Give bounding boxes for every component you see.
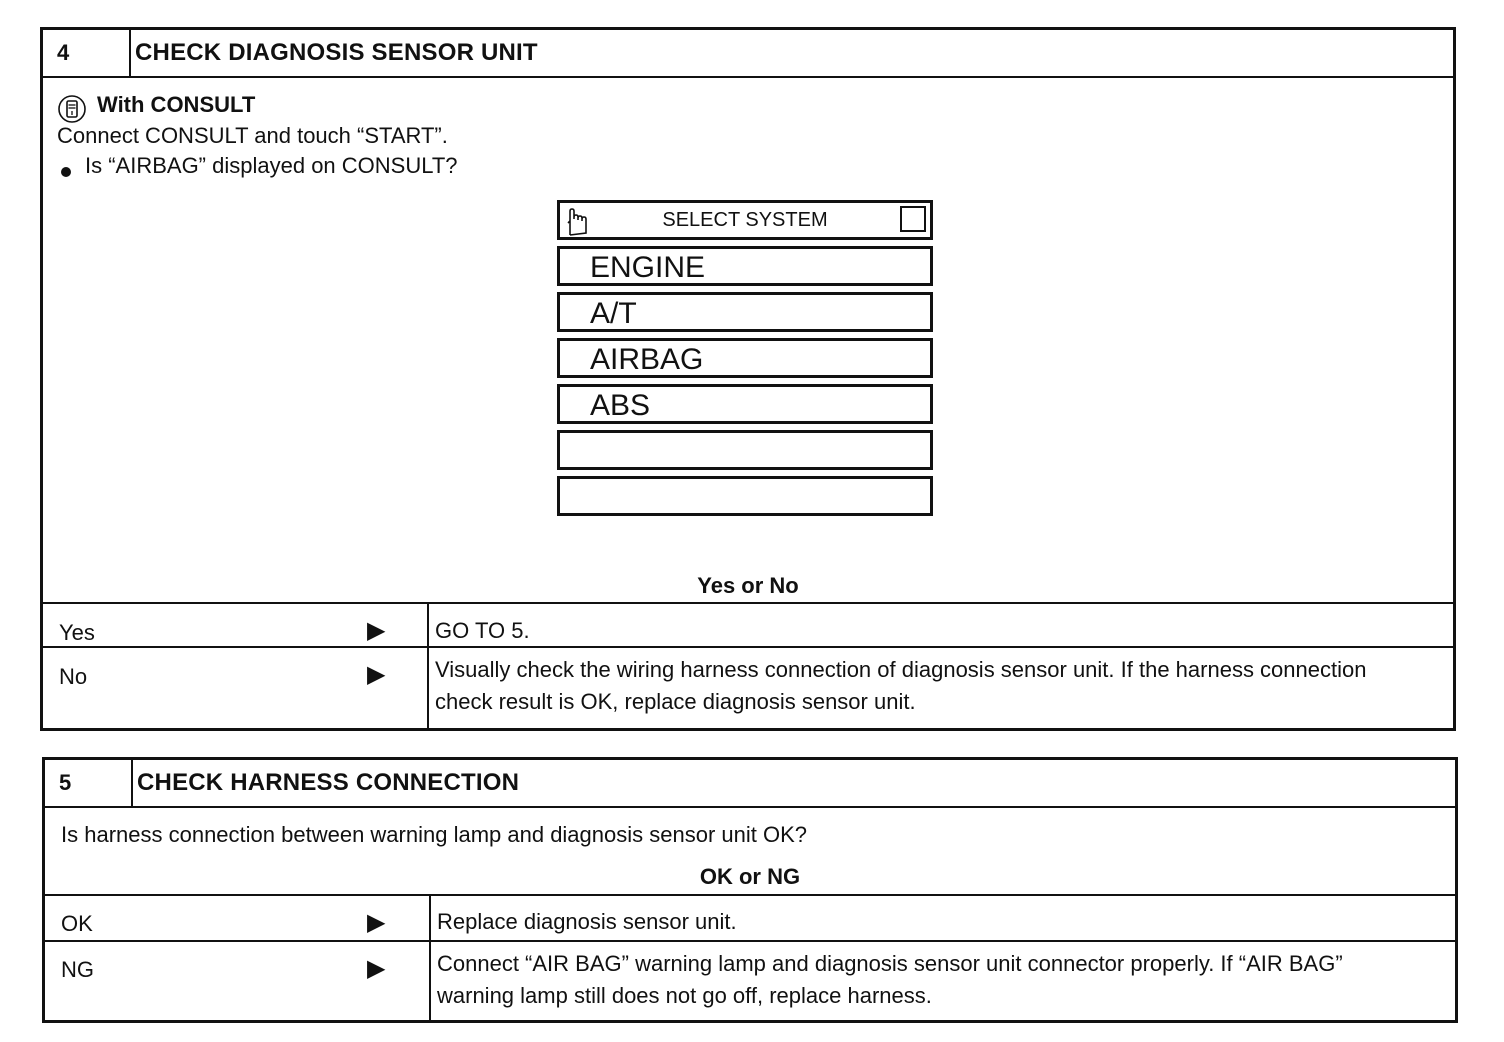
bullet-icon <box>61 167 71 177</box>
screen-item-engine[interactable]: ENGINE <box>557 246 933 286</box>
step-5-choice-label: OK or NG <box>699 864 801 889</box>
screen-square-icon <box>900 206 926 232</box>
action-no: Visually check the wiring harness connection of diagnosis sensor unit. If the harness connection check result is OK, replace diagnosis sensor unit. <box>435 657 1367 714</box>
screen-item-airbag[interactable]: AIRBAG <box>557 338 933 378</box>
consult-screen-title: SELECT SYSTEM <box>662 209 828 231</box>
screen-item-empty <box>557 476 933 516</box>
column-divider <box>427 602 429 728</box>
arrow-right-icon: ▶ <box>367 955 386 982</box>
step-5-number: 5 <box>45 760 133 806</box>
step-4-title: CHECK DIAGNOSIS SENSOR UNIT <box>135 39 538 66</box>
screen-item-abs[interactable]: ABS <box>557 384 933 424</box>
step-5-title: CHECK HARNESS CONNECTION <box>137 769 520 796</box>
step-5-table <box>42 757 1458 1023</box>
step-4-number: 4 <box>43 30 131 76</box>
step-4-header <box>43 30 1453 78</box>
action-ok: Replace diagnosis sensor unit. <box>437 909 737 934</box>
arrow-right-icon: ▶ <box>367 617 386 644</box>
action-yes: GO TO 5. <box>435 618 530 643</box>
consult-screen <box>557 200 933 522</box>
answer-ng: NG <box>61 957 94 982</box>
action-ng: Connect “AIR BAG” warning lamp and diagnosis sensor unit connector properly. If “AIR BAG” warning lamp still does not go off, replace harness. <box>437 951 1343 1008</box>
step-4-choice-label: Yes or No <box>697 573 799 598</box>
step-5-header <box>45 760 1455 808</box>
row-divider <box>45 940 1455 942</box>
column-divider <box>429 894 431 1020</box>
step-5-question: Is harness connection between warning lamp and diagnosis sensor unit OK? <box>61 822 808 847</box>
answer-no: No <box>59 664 88 689</box>
arrow-right-icon: ▶ <box>367 661 386 688</box>
screen-item-at[interactable]: A/T <box>557 292 933 332</box>
step-4-question: Is “AIRBAG” displayed on CONSULT? <box>85 153 458 178</box>
consult-screen-title-bar <box>557 200 933 240</box>
step-4-table <box>40 27 1456 731</box>
row-divider <box>43 602 1453 604</box>
screen-item-empty <box>557 430 933 470</box>
arrow-right-icon: ▶ <box>367 909 386 936</box>
with-consult-label: With CONSULT <box>97 92 256 117</box>
answer-yes: Yes <box>59 620 95 645</box>
step-4-instruction: Connect CONSULT and touch “START”. <box>57 123 448 148</box>
row-divider <box>45 894 1455 896</box>
answer-ok: OK <box>61 911 93 936</box>
